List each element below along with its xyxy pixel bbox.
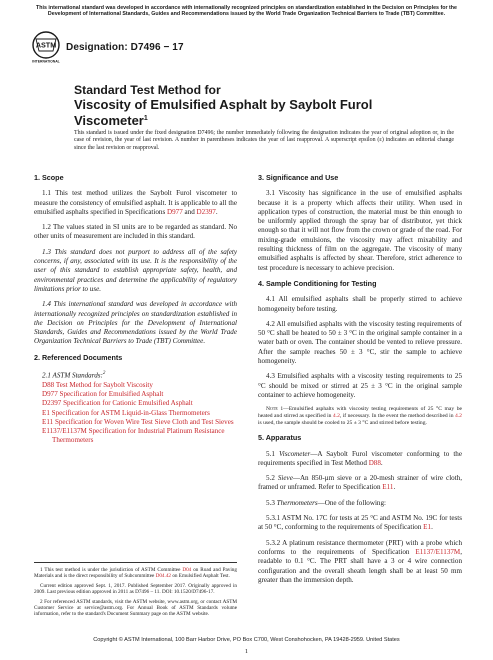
copyright-line: Copyright © ASTM International, 100 Barr Harbor Drive, PO Box C700, West Conshohocken, PA 19428-2959. United States <box>93 637 400 643</box>
link-d2397[interactable]: D2397 <box>42 399 62 408</box>
paragraph-1-2: 1.2 The values stated in SI units are to be regarded as standard. No other units of measurement are included in this standard. <box>34 223 237 241</box>
paragraph-4-1: 4.1 All emulsified asphalts shall be properly stirred to achieve homogeneity before testing. <box>258 295 462 313</box>
footnote-mark-2: 2 <box>102 371 106 377</box>
link-d977[interactable]: D977 <box>166 207 183 216</box>
footnote-2: 2 For referenced ASTM standards, visit the ASTM website, www.astm.org, or contact ASTM Customer Service at service@astm.org. For Annual Book of ASTM Standards volume information, refer to the standard's Document Summary page on the ASTM website. <box>34 598 237 618</box>
title-line-3: Viscometer <box>74 113 144 128</box>
paragraph-1-3: 1.3 This standard does not purport to address all of the safety concerns, if any, associated with its use. It is the responsibility of the user of this standard to establish appropriate safety, health, and environmental practices and determine the applicability of regulatory limitations prior to use. <box>34 247 237 293</box>
link-d04-42[interactable]: D04.42 <box>155 573 172 580</box>
reference-list <box>34 369 237 446</box>
link-d2397[interactable]: D2397 <box>196 207 216 216</box>
link-d88[interactable]: D88 <box>368 458 381 467</box>
note-1: Note 1—Emulsified asphalts with viscosity testing requirements of 25 °C may be heated and stirred as specified in 4.2, if necessary. In the event the method described in 4.2 is used, the sample should be cooled to 25 ± 3 °C and stirred before testing. <box>258 406 462 427</box>
section-heading-scope: 1. Scope <box>34 173 64 182</box>
right-column <box>258 170 462 591</box>
reference-item: D2397 Specification for Cationic Emulsified Asphalt <box>42 399 193 408</box>
link-e11[interactable]: E11 <box>42 417 54 426</box>
link-e1137[interactable]: E1137/E1137M <box>415 547 461 556</box>
paragraph-5-3: 5.3 Thermometers—One of the following: <box>266 498 386 507</box>
link-e1[interactable]: E1 <box>42 408 50 417</box>
astm-standards-label: 2.1 ASTM Standards: <box>42 371 103 380</box>
paragraph-5-1: 5.1 Viscometer—A Saybolt Furol viscometer conforming to the requirements specified in Test Method D88. <box>258 449 462 467</box>
section-heading-significance: 3. Significance and Use <box>258 173 339 182</box>
reference-item: D88 Test Method for Saybolt Viscosity <box>42 380 153 389</box>
title-footnote-mark: 1 <box>143 115 148 122</box>
paragraph-3-1: 3.1 Viscosity has significance in the use of emulsified asphalts because it is a property which affects their utility. When used in application types of construction, the material must be thin enough to be uniformly applied through the spray bar of distributor, yet thick enough so that it will not flow from the crown or grade of the road. For mixing-grade emulsions, the viscosity may affect mixability and resulting thickness of film on the aggregate. The viscosity of many emulsified asphalts is affected by shear. Therefore, strict adherence to test procedure is necessary to achieve precision. <box>258 189 462 272</box>
link-4-2[interactable]: 4.2 <box>454 413 462 420</box>
paragraph-1-1: 1.1 This test method utilizes the Saybolt Furol viscometer to measure the consistency of emulsified asphalt. It is applicable to all the emulsified asphalts specified in Specifications D977 and D2397. <box>34 189 237 216</box>
footnote-edition: Current edition approved Sept. 1, 2017. Published September 2017. Originally approved in 2009. Last previous edition approved in 2011 as D7496 – 11. DOI: 10.1520/D7496-17. <box>34 582 237 596</box>
title-line-2: Viscosity of Emulsified Asphalt by Saybolt Furol <box>74 96 373 112</box>
logo-text: ASTM <box>35 40 57 50</box>
left-column <box>34 170 237 452</box>
link-d04[interactable]: D04 <box>182 567 192 573</box>
designation: Designation: D7496 − 17 <box>66 42 184 53</box>
issue-note: This standard is issued under the fixed designation D7496; the number immediately following the designation indicates the year of original adoption or, in the case of revision, the year of last revision. A number in parentheses indicates the year of last reapproval. A superscript epsilon (ε) indicates an editorial change since the last revision or reapproval. <box>74 130 454 151</box>
section-heading-conditioning: 4. Sample Conditioning for Testing <box>258 278 377 288</box>
section-heading-references: 2. Referenced Documents <box>34 352 123 362</box>
page-number: 1 <box>244 648 249 655</box>
link-d977[interactable]: D977 <box>42 390 58 398</box>
paragraph-5-2: 5.2 Sieve—An 850-µm sieve or a 20-mesh strainer of wire cloth, framed or unframed. Refer to Specification E11. <box>258 474 463 492</box>
link-4-2[interactable]: 4.2 <box>332 413 340 420</box>
astm-logo <box>30 30 62 64</box>
link-d88[interactable]: D88 <box>42 380 55 389</box>
paragraph-4-3: 4.3 Emulsified asphalts with a viscosity testing requirements to 25 °C should be mixed or stirred at 25 ± 3 °C in the original sample container to achieve homogeneity. <box>258 372 462 399</box>
link-e11[interactable]: E11 <box>382 483 394 492</box>
document-title <box>74 83 434 129</box>
footnote-1: 1 This test method is under the jurisdiction of ASTM Committee D04 on Road and Paving Materials and is the direct responsibility of Subcommittee D04.42 on Emulsified Asphalt Test. <box>34 567 237 580</box>
reference-item: D977 Specification for Emulsified Asphalt <box>42 390 164 398</box>
tbt-notice: This international standard was developed in accordance with internationally recognized principles on standardization established in the Decision on Principles for the Development of International Standards, Guides and Recommendations issued by the World Trade Organization Technical Barriers to Trade (TBT) Committee. <box>36 5 457 18</box>
reference-item: E11 Specification for Woven Wire Test Sieve Cloth and Test Sieves <box>42 417 234 426</box>
paragraph-1-4: 1.4 This international standard was developed in accordance with internationally recognized principles on standardization established in the Decision on Principles for the Development of International Standards, Guides and Recommendations issued by the World Trade Organization Technical Barriers to Trade (TBT) Committee. <box>34 300 237 346</box>
link-e1[interactable]: E1 <box>423 523 432 532</box>
paragraph-5-3-1: 5.3.1 ASTM No. 17C for tests at 25 °C and ASTM No. 19C for tests at 50 °C, conforming to the requirements of Specification E1. <box>258 514 462 532</box>
footnotes <box>34 562 237 621</box>
link-e1137[interactable]: E1137/E1137M <box>42 427 87 436</box>
reference-item: E1 Specification for ASTM Liquid-in-Glass Thermometers <box>42 408 210 417</box>
title-line-1: Standard Test Method for <box>74 83 221 97</box>
paragraph-4-2: 4.2 All emulsified asphalts with the viscosity testing requirements of 50 °C shall be heated to 50 ± 3 °C in the original sample container in a water bath or oven. The container should be vented to relieve pressure. After the sample reaches 50 ± 3 °C, stir the sample to achieve homogeneity. <box>258 319 462 366</box>
logo-subtext: INTERNATIONAL <box>32 59 60 64</box>
paragraph-5-3-2: 5.3.2 A platinum resistance thermometer (PRT) with a probe which conforms to the requirements of Specification E1137/E1137M, readable to 0.1 °C. The PRT shall have a 3 or 4 wire connection configuration and the overall sheath length shall be at least 50 mm greater than the immersion depth. <box>258 538 462 584</box>
reference-item: E1137/E1137M Specification for Industrial Platinum Resistance Thermometers <box>42 427 225 445</box>
section-heading-apparatus: 5. Apparatus <box>258 433 302 443</box>
